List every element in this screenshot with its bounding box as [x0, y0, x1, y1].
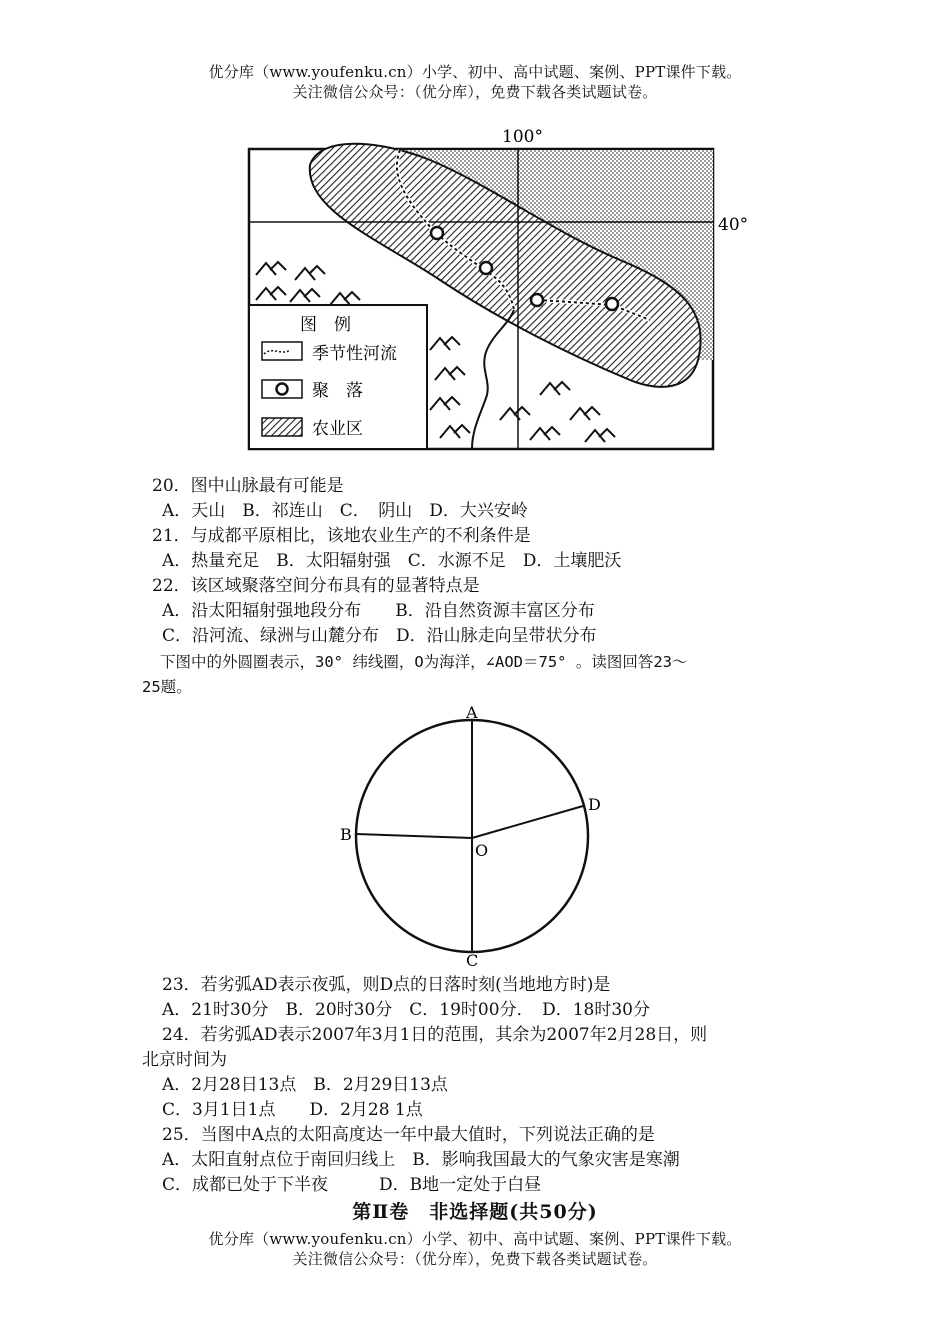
latitude-circle-diagram — [320, 700, 630, 968]
point-B-label: B — [340, 825, 352, 844]
header-line-1: 优分库（www.youfenku.cn）小学、初中、高中试题、案例、PPT课件下载。 — [208, 63, 742, 81]
point-O-label: O — [475, 841, 489, 860]
longitude-label: 100° — [502, 127, 543, 147]
q21-options: A．热量充足 B．太阳辐射强 C．水源不足 D．土壤肥沃 — [162, 551, 622, 571]
q24-options-2: C．3月1日1点 D．2月28 1点 — [162, 1100, 423, 1120]
map-legend — [249, 305, 427, 449]
intro-line-1: 下图中的外圆圈表示，30° 纬线圈，O为海洋，∠AOD＝75° 。读图回答23～ — [160, 653, 688, 671]
legend-settlement: 聚 落 — [312, 381, 363, 401]
latitude-label: 40° — [718, 215, 749, 235]
point-D-label: D — [588, 795, 601, 814]
q22-stem: 22．该区域聚落空间分布具有的显著特点是 — [152, 576, 480, 596]
q24-stem-cont: 北京时间为 — [142, 1050, 227, 1070]
q23-options: A．21时30分 B．20时30分 C．19时00分． D．18时30分 — [162, 1000, 650, 1020]
settlement-marker — [606, 298, 618, 310]
line-OD — [472, 806, 583, 838]
q22-options-2: C．沿河流、绿洲与山麓分布 D．沿山脉走向呈带状分布 — [162, 626, 597, 646]
q23-stem: 23．若劣弧AD表示夜弧，则D点的日落时刻(当地地方时)是 — [162, 975, 611, 995]
q25-options-1: A．太阳直射点位于南回归线上 B．影响我国最大的气象灾害是寒潮 — [162, 1150, 680, 1170]
q25-stem: 25．当图中A点的太阳高度达一年中最大值时，下列说法正确的是 — [162, 1125, 655, 1145]
legend-seasonal-river: 季节性河流 — [312, 344, 397, 364]
q25-options-2: C．成都已处于下半夜 D．B地一定处于白昼 — [162, 1175, 542, 1195]
point-C-label: C — [466, 951, 479, 968]
q24-stem: 24．若劣弧AD表示2007年3月1日的范围，其余为2007年2月28日，则 — [162, 1025, 708, 1045]
q20-options: A．天山 B．祁连山 C． 阴山 D．大兴安岭 — [162, 501, 528, 521]
header-line-2: 关注微信公众号：（优分库），免费下载各类试题试卷。 — [292, 83, 658, 101]
q21-stem: 21．与成都平原相比，该地农业生产的不利条件是 — [152, 526, 531, 546]
point-A-label: A — [466, 703, 478, 722]
settlement-marker — [431, 227, 443, 239]
settlement-marker — [531, 294, 543, 306]
q20-stem: 20．图中山脉最有可能是 — [152, 476, 344, 496]
legend-agri-icon — [262, 418, 302, 436]
legend-title: 图 例 — [300, 315, 351, 335]
legend-agricultural-zone: 农业区 — [312, 419, 363, 439]
footer-line-1: 优分库（www.youfenku.cn）小学、初中、高中试题、案例、PPT课件下载。 — [208, 1230, 742, 1248]
section-title: 第Ⅱ卷 非选择题(共50分) — [352, 1201, 598, 1223]
q24-options-1: A．2月28日13点 B．2月29日13点 — [162, 1075, 448, 1095]
intro-line-2: 25题。 — [142, 678, 192, 696]
legend-settlement-icon — [277, 384, 288, 395]
settlement-marker — [480, 262, 492, 274]
oasis-map-figure — [240, 120, 760, 460]
footer-line-2: 关注微信公众号：（优分库），免费下载各类试题试卷。 — [292, 1250, 658, 1268]
q22-options-1: A．沿太阳辐射强地段分布 B．沿自然资源丰富区分布 — [162, 601, 595, 621]
line-OB — [356, 834, 472, 838]
